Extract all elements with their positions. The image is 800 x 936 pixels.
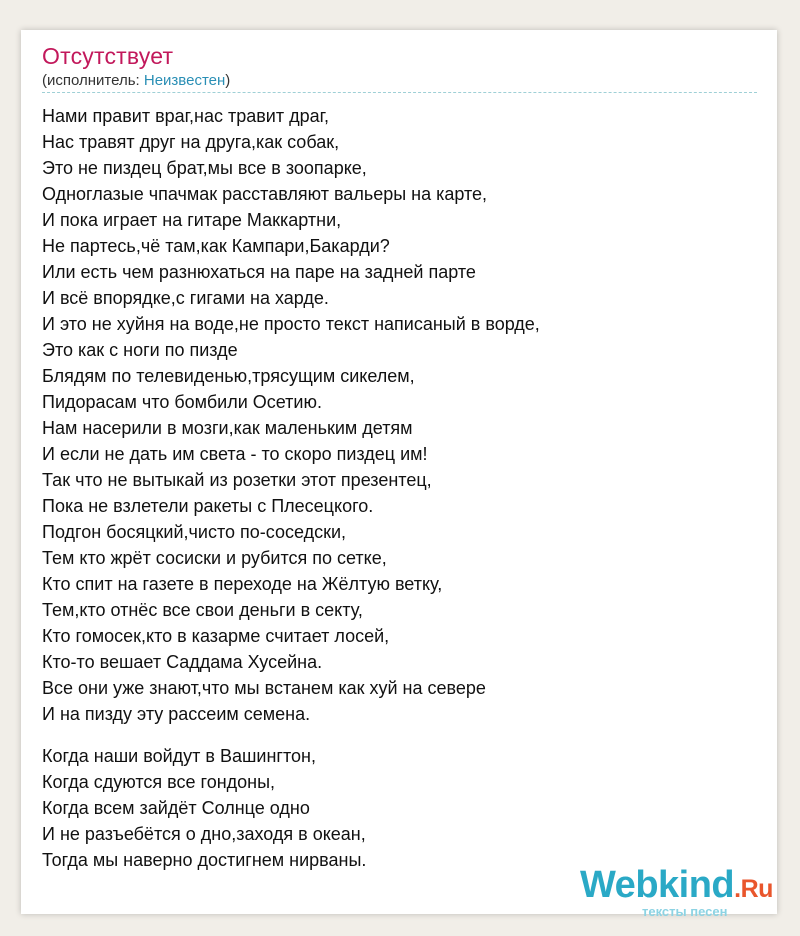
logo-tld: .Ru: [734, 875, 773, 903]
lyric-line: Все они уже знают,что мы встанем как хуй на севере: [42, 678, 486, 698]
lyrics-card: [21, 30, 777, 919]
lyric-line: Это не пиздец брат,мы все в зоопарке,: [42, 158, 367, 178]
lyric-line: Когда наши войдут в Вашингтон,: [42, 746, 316, 766]
lyric-line: И на пизду эту рассеим семена.: [42, 704, 311, 724]
song-title: Отсутствует: [42, 43, 174, 69]
lyric-line: Кто гомосек,кто в казарме считает лосей,: [42, 626, 390, 646]
lyric-line: Подгон босяцкий,чисто по-соседски,: [42, 522, 347, 542]
lyric-line: Или есть чем разнюхаться на паре на задней парте: [42, 262, 476, 282]
lyrics-body: [42, 103, 762, 873]
lyric-line: Блядям по телевиденью,трясущим сикелем,: [42, 366, 415, 386]
lyric-line: И всё впорядке,с гигами на харде.: [42, 288, 329, 308]
logo-name: Webkind: [580, 864, 735, 906]
lyric-line: Нам насерили в мозги,как маленьким детям: [42, 418, 413, 438]
artist-suffix: ): [225, 72, 231, 89]
song-subtitle: [42, 72, 230, 89]
lyric-line: Кто-то вешает Саддама Хусейна.: [42, 652, 323, 672]
lyric-line: Пидорасам что бомбили Осетию.: [42, 392, 322, 412]
lyric-line: Не партесь,чё там,как Кампари,Бакарди?: [42, 236, 390, 256]
lyric-line: Тем,кто отнёс все свои деньги в секту,: [42, 600, 363, 620]
lyric-line: Тогда мы наверно достигнем нирваны.: [42, 850, 367, 870]
lyric-line: Пока не взлетели ракеты с Плесецкого.: [42, 496, 374, 516]
lyric-line: Когда сдуются все гондоны,: [42, 772, 276, 792]
title-divider: [42, 92, 757, 93]
lyric-line: Кто спит на газете в переходе на Жёлтую ветку,: [42, 574, 443, 594]
logo-tagline: тексты песен: [642, 904, 728, 919]
lyric-line: Тем кто жрёт сосиски и рубится по сетке,: [42, 548, 387, 568]
logo-wordmark: [580, 864, 773, 907]
lyric-line: Нас травят друг на друга,как собак,: [42, 132, 340, 152]
lyric-line: Нами правит враг,нас травит драг,: [42, 106, 329, 126]
stanza-gap: [42, 727, 762, 743]
lyric-line: Так что не вытыкай из розетки этот презентец,: [42, 470, 432, 490]
lyric-line: И если не дать им света - то скоро пиздец им!: [42, 444, 428, 464]
lyric-line: Это как с ноги по пизде: [42, 340, 238, 360]
artist-link[interactable]: Неизвестен: [143, 72, 226, 89]
lyric-line: И пока играет на гитаре Маккартни,: [42, 210, 342, 230]
lyric-line: И не разъебётся о дно,заходя в океан,: [42, 824, 366, 844]
lyric-line: И это не хуйня на воде,не просто текст написаный в ворде,: [42, 314, 540, 334]
site-logo[interactable]: [562, 862, 772, 922]
lyric-line: Когда всем зайдёт Солнце одно: [42, 798, 310, 818]
lyric-line: Одноглазые чпачмак расставляют вальеры на карте,: [42, 184, 488, 204]
artist-prefix: (исполнитель:: [42, 72, 144, 89]
